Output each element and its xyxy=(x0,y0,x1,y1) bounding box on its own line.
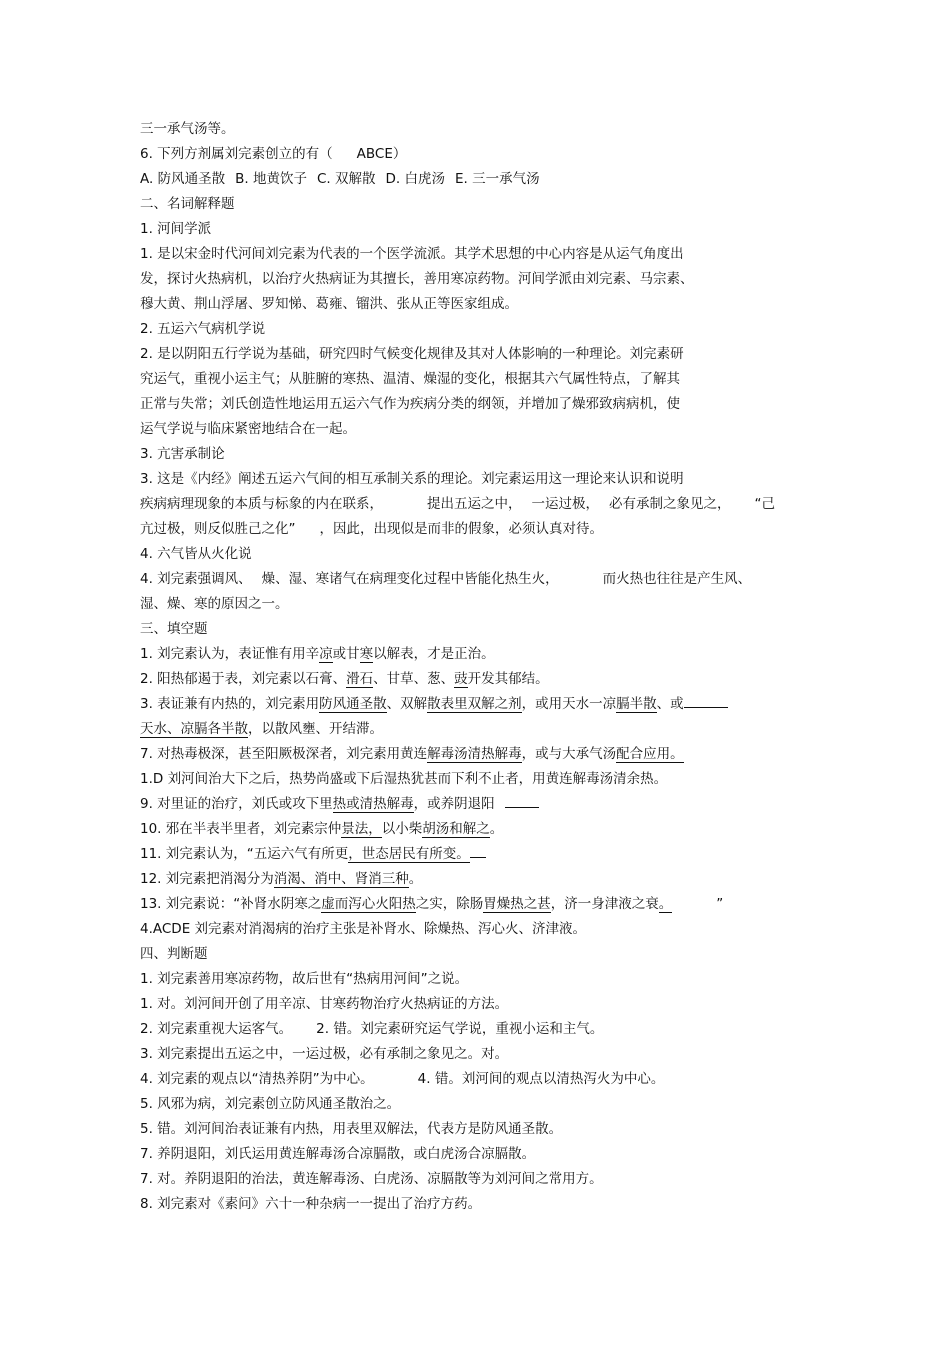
text: 3. 亢害承制论 xyxy=(140,446,225,462)
term-definition xyxy=(140,267,820,292)
text: 1. 河间学派 xyxy=(140,221,212,237)
text: 4. 六气皆从火化说 xyxy=(140,546,252,562)
term-definition xyxy=(140,492,820,517)
text: 1. 是以宋金时代河间刘完素为代表的一个医学流派。其学术思想的中心内容是从运气角度出 xyxy=(140,246,684,262)
term-definition xyxy=(140,292,820,317)
text: 5. 风邪为病，刘完素创立防风通圣散治之。 xyxy=(140,1096,401,1112)
underlined-answer: 天水、凉膈各半散 xyxy=(140,721,248,737)
section-heading xyxy=(140,192,820,217)
fill-item xyxy=(140,867,820,892)
underlined-answer: 膈半散 xyxy=(616,696,657,712)
term-definition xyxy=(140,592,820,617)
term-definition xyxy=(140,417,820,442)
term-definition xyxy=(140,567,820,592)
text: 12. 刘完素把消渴分为 xyxy=(140,871,274,887)
answer-text: ABCE） xyxy=(356,146,407,162)
text: 湿、燥、寒的原因之一。 xyxy=(140,596,289,612)
text: 。 xyxy=(489,821,504,837)
text: “己 xyxy=(754,496,775,512)
answer-blank xyxy=(684,695,728,708)
fill-item xyxy=(140,692,820,717)
judge-item xyxy=(140,1167,820,1192)
text: 1.D 刘河间治大下之后，热势尚盛或下后湿热犹甚而下利不止者，用黄连解毒汤清余热。 xyxy=(140,771,668,787)
underlined-answer: 防风通圣散 xyxy=(319,696,387,712)
fill-item xyxy=(140,792,820,817)
underlined-answer: ，世态居民有所变。 xyxy=(348,846,470,862)
text: 3. 表证兼有内热的，刘完素用 xyxy=(140,696,320,712)
text: 1. 对。刘河间开创了用辛凉、甘寒药物治疗火热病证的方法。 xyxy=(140,996,509,1012)
text: 而火热也往往是产生风、 xyxy=(602,571,752,587)
text: ，或与大承气汤 xyxy=(521,746,617,762)
judge-item xyxy=(140,992,820,1017)
text: 7. 养阴退阳，刘氏运用黄连解毒汤合凉膈散，或白虎汤合凉膈散。 xyxy=(140,1146,536,1162)
text: 以解表，才是正治。 xyxy=(373,646,495,662)
underlined-answer: 寒 xyxy=(359,646,374,662)
answer-blank xyxy=(470,845,486,858)
text: 8. 刘完素对《素问》六十一种杂病一一提出了治疗方药。 xyxy=(140,1196,482,1212)
text: 2. 错。刘完素研究运气学说，重视小运和主气。 xyxy=(316,1021,604,1037)
text: 1. 刘完素善用寒凉药物，故后世有“热病用河间”之说。 xyxy=(140,971,469,987)
text: 必有承制之象见之， xyxy=(609,496,731,512)
text: 运气学说与临床紧密地结合在一起。 xyxy=(140,421,356,437)
text: ，济一身津液之衰 xyxy=(550,896,659,912)
text: ，或养阴退阳 xyxy=(413,796,495,812)
text: 3. 这是《内经》阐述五运六气间的相互承制关系的理论。刘完素运用这一理论来认识和说明 xyxy=(140,471,684,487)
text: 1. 刘完素认为，表证惟有用辛 xyxy=(140,646,320,662)
text: “五运六气有所更 xyxy=(246,846,349,862)
option-a: A. 防风通圣散 xyxy=(140,171,226,187)
underlined-answer: 消渴、消中、肾消三种 xyxy=(273,871,409,887)
text: 9. 对里证的治疗，刘氏或攻下里 xyxy=(140,796,333,812)
fill-item xyxy=(140,892,820,917)
text: 7. 对。养阴退阳的治法，黄连解毒汤、白虎汤、凉膈散等为刘河间之常用方。 xyxy=(140,1171,603,1187)
text: 、甘草、葱、 xyxy=(373,671,455,687)
text: 、或 xyxy=(656,696,684,712)
term-title xyxy=(140,217,820,242)
text: 5. 错。刘河间治表证兼有内热，用表里双解法，代表方是防风通圣散。 xyxy=(140,1121,563,1137)
term-definition xyxy=(140,342,820,367)
underlined-answer: 滑石 xyxy=(346,671,374,687)
judge-item xyxy=(140,967,820,992)
heading-text: 三、填空题 xyxy=(140,621,208,637)
text: “补肾水阴寒之 xyxy=(233,896,322,912)
text: ，或用天水一凉 xyxy=(521,696,617,712)
text: 10. 邪在半表半里者，刘完素宗仲 xyxy=(140,821,342,837)
judge-item xyxy=(140,1067,820,1092)
text: 之实，除肠 xyxy=(415,896,484,912)
text: 3. 刘完素提出五运之中，一运过极，必有承制之象见之。对。 xyxy=(140,1046,509,1062)
underlined-answer: 。 xyxy=(658,896,673,912)
term-title xyxy=(140,442,820,467)
text: 穆大黄、荆山浮屠、罗知悌、葛雍、镏洪、张从正等医家组成。 xyxy=(140,296,518,312)
section-heading xyxy=(140,617,820,642)
text: 疾病病理现象的本质与标象的内在联系， xyxy=(140,496,383,512)
option-b: B. 地黄饮子 xyxy=(235,171,307,187)
text: 7. 对热毒极深，甚至阳厥极深者，刘完素用黄连 xyxy=(140,746,428,762)
underlined-answer: 豉 xyxy=(454,671,468,687)
option-c: C. 双解散 xyxy=(316,171,376,187)
text: ，以散风壅、开结滞。 xyxy=(248,721,383,737)
text: 以小柴 xyxy=(381,821,423,837)
text: 正常与失常；刘氏创造性地运用五运六气作为疾病分类的纲领，并增加了燥邪致病病机，使 xyxy=(140,396,680,412)
text: 4. 错。刘河间的观点以清热泻火为中心。 xyxy=(417,1071,665,1087)
text: 燥、湿、寒诸气在病理变化过程中皆能化热生火， xyxy=(261,571,559,587)
underlined-answer: 景法， xyxy=(341,821,382,837)
judge-item xyxy=(140,1017,820,1042)
underlined-answer: 胡汤和解之 xyxy=(422,821,490,837)
judge-item xyxy=(140,1042,820,1067)
section-heading xyxy=(140,942,820,967)
text: 三一承气汤等。 xyxy=(140,121,235,137)
text: 或甘 xyxy=(332,646,360,662)
document-body xyxy=(140,117,820,1217)
option-d: D. 白虎汤 xyxy=(385,171,445,187)
text: 发，探讨火热病机，以治疗火热病证为其擅长，善用寒凉药物。河间学派由刘完素、马宗素、 xyxy=(140,271,694,287)
term-title xyxy=(140,317,820,342)
term-definition xyxy=(140,242,820,267)
fill-item xyxy=(140,742,820,767)
text: 2. 是以阴阳五行学说为基础，研究四时气候变化规律及其对人体影响的一种理论。刘完素研 xyxy=(140,346,684,362)
option-e: E. 三一承气汤 xyxy=(454,171,540,187)
judge-item xyxy=(140,1192,820,1217)
text: 4. 刘完素强调风、 xyxy=(140,571,252,587)
term-definition xyxy=(140,517,820,542)
underlined-answer: 热或清热解毒 xyxy=(332,796,414,812)
answer-blank xyxy=(505,795,539,808)
underlined-answer: 配合应用。 xyxy=(616,746,684,762)
heading-text: 四、判断题 xyxy=(140,946,208,962)
text: 、双解 xyxy=(386,696,428,712)
text: 开发其郁结。 xyxy=(467,671,549,687)
options-line xyxy=(140,167,820,192)
text: 一运过极， xyxy=(531,496,599,512)
text: 2. 刘完素重视大运客气。 xyxy=(140,1021,293,1037)
text: 4.ACDE 刘完素对消渴病的治疗主张是补肾水、除燥热、泻心火、济津液。 xyxy=(140,921,587,937)
fill-item xyxy=(140,817,820,842)
underlined-answer: 凉 xyxy=(319,646,333,662)
fill-item xyxy=(140,642,820,667)
term-definition xyxy=(140,392,820,417)
term-definition xyxy=(140,467,820,492)
text-line xyxy=(140,117,820,142)
term-title xyxy=(140,542,820,567)
judge-item xyxy=(140,1142,820,1167)
text: ” xyxy=(716,896,724,912)
text: 。 xyxy=(408,871,423,887)
text: 2. 阳热郁遏于表，刘完素以石膏、 xyxy=(140,671,347,687)
fill-item xyxy=(140,717,820,742)
underlined-answer: 胃燥热之甚 xyxy=(483,896,551,912)
question-line xyxy=(140,142,820,167)
text: 提出五运之中， xyxy=(427,496,522,512)
text: 13. 刘完素说： xyxy=(140,896,234,912)
fill-item xyxy=(140,767,820,792)
heading-text: 二、名词解释题 xyxy=(140,196,235,212)
fill-item xyxy=(140,667,820,692)
text: 4. 刘完素的观点以“清热养阴”为中心。 xyxy=(140,1071,374,1087)
question-text: 6. 下列方剂属刘完素创立的有（ xyxy=(140,146,333,162)
judge-item xyxy=(140,1092,820,1117)
underlined-answer: 解毒汤清热解毒 xyxy=(427,746,522,762)
fill-item xyxy=(140,917,820,942)
underlined-answer: 散表里双解之剂 xyxy=(427,696,522,712)
underlined-answer: 虚而泻心火阳热 xyxy=(321,896,416,912)
text: 2. 五运六气病机学说 xyxy=(140,321,266,337)
text: 亢过极，则反似胜己之化” xyxy=(140,521,296,537)
fill-item xyxy=(140,842,820,867)
term-definition xyxy=(140,367,820,392)
text: ，因此，出现似是而非的假象，必须认真对待。 xyxy=(319,521,603,537)
text: 11. 刘完素认为， xyxy=(140,846,247,862)
judge-item xyxy=(140,1117,820,1142)
text: 究运气，重视小运主气；从脏腑的寒热、温清、燥湿的变化，根据其六气属性特点，了解其 xyxy=(140,371,680,387)
